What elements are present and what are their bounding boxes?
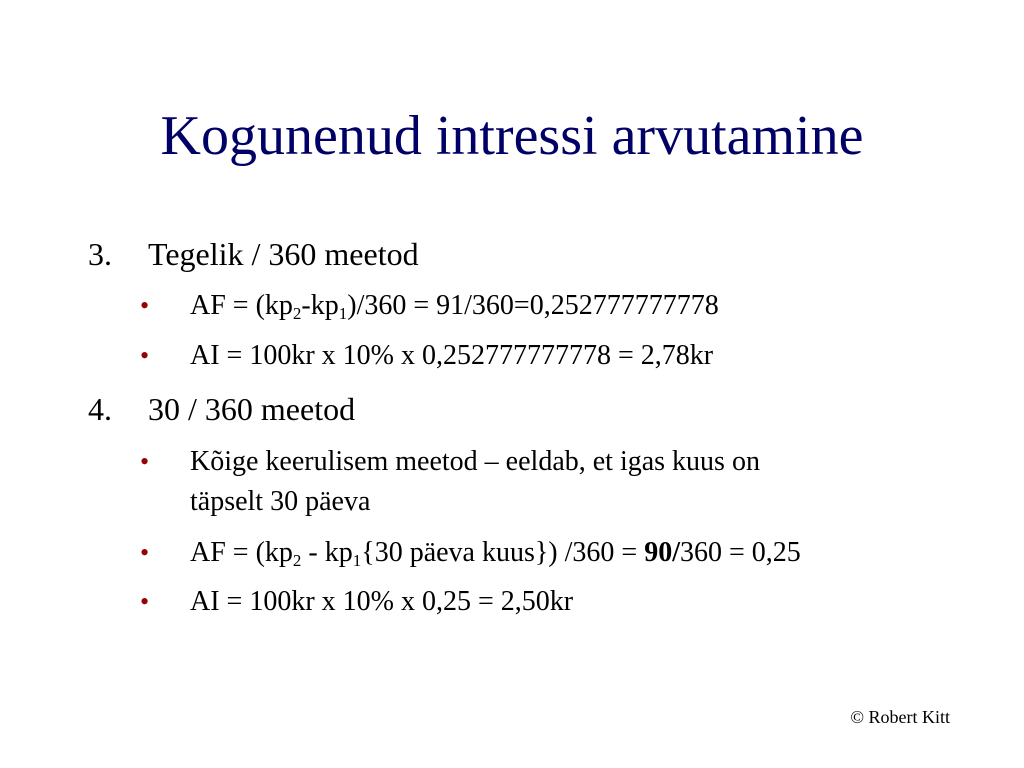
bullet-icon: • [140, 538, 150, 567]
item-number: 4. [88, 391, 112, 427]
formula-af: AF = ($kp_2 - kp_1\{30$ päeva kuus}) /360 = 90/360 = 0,25 [190, 537, 801, 570]
formula-ai: AI = 100kr x 10% x 0,25 = 2,50kr [190, 586, 574, 617]
slide-title: Kogunenud intressi arvutamine [160, 105, 864, 167]
bullet-icon: • [140, 587, 150, 616]
bullet-icon: • [140, 447, 150, 476]
bullet-icon: • [140, 291, 150, 320]
item-number: 3. [88, 236, 112, 272]
description-line-2: täpselt 30 päeva [190, 486, 371, 517]
formula-ai: AI = 100kr x 10% x 0,252777777778 = 2,78kr [190, 340, 714, 371]
description-line-1: Kõige keerulisem meetod – eeldab, et igas kuus on [190, 446, 760, 477]
bullet-icon: • [140, 341, 150, 370]
copyright-notice: © Robert Kitt [850, 707, 950, 727]
item-heading: 30 / 360 meetod [148, 391, 356, 427]
formula-af: AF = $(kp_2-kp_1)/360 = 91/360=0,252777777778$ [190, 290, 719, 323]
item-heading: Tegelik / 360 meetod [148, 236, 419, 272]
